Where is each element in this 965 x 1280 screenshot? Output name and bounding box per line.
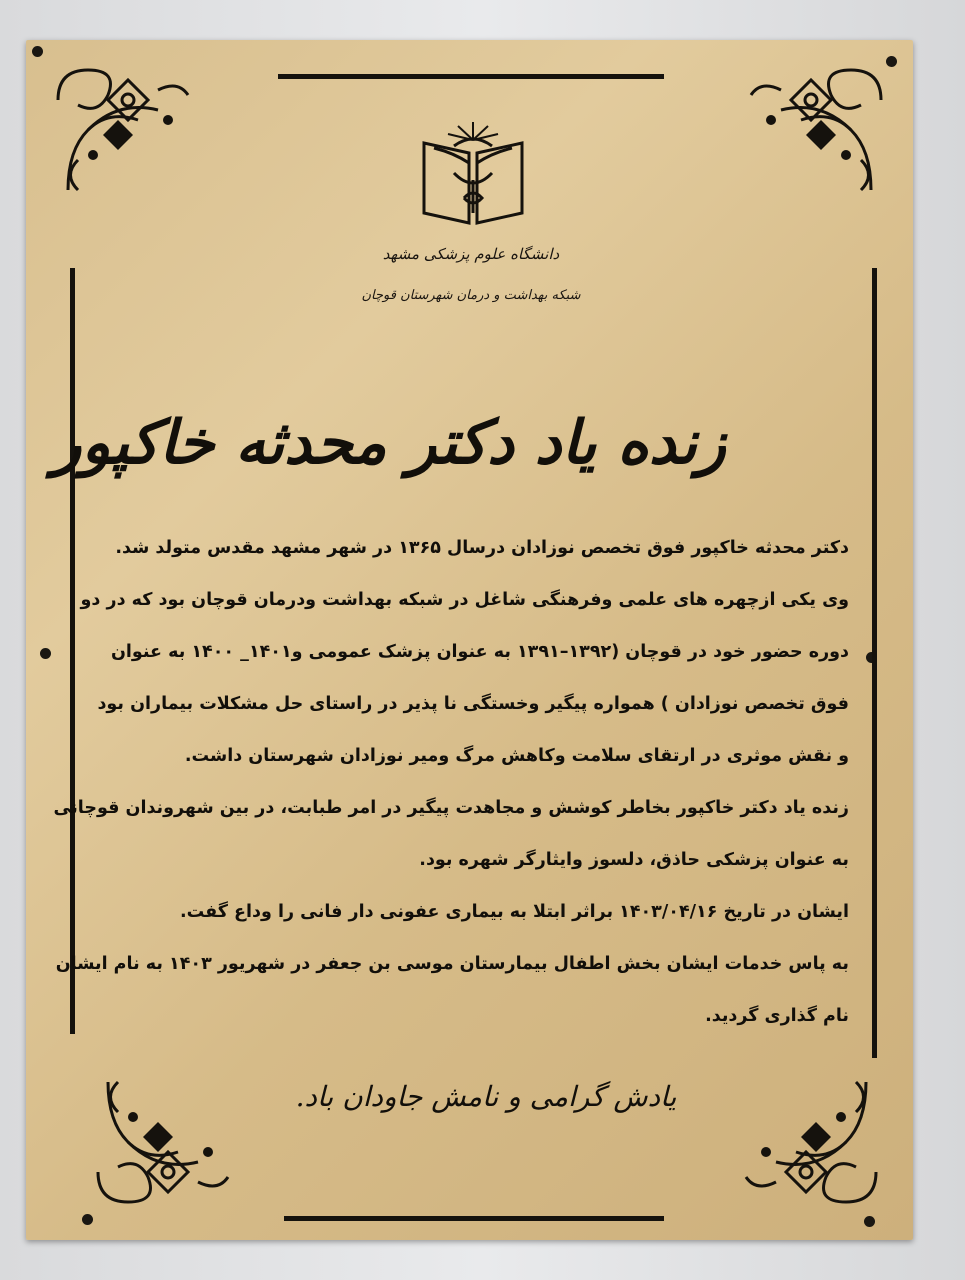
body-line: فوق تخصص نوزادان ) همواره پیگیر وخستگی نا پذیر در راستای حل مشکلات بیماران بود [97, 694, 849, 714]
left-rule [70, 268, 75, 1034]
top-rule [278, 74, 664, 79]
plaque-body [53, 522, 849, 1042]
body-line: دکتر محدثه خاکپور فوق تخصص نوزادان درسال ۱۳۶۵ در شهر مشهد مقدس متولد شد. [115, 538, 849, 558]
university-name: دانشگاه علوم پزشکی مشهد [382, 245, 560, 263]
health-network-name: شبکه بهداشت و درمان شهرستان قوچان [361, 288, 581, 303]
memorial-plaque [26, 40, 913, 1240]
body-line: ایشان در تاریخ ۱۴۰۳/۰۴/۱۶ براثر ابتلا به بیماری عفونی دار فانی را وداع گفت. [180, 902, 849, 922]
corner-ornament-icon [88, 1062, 238, 1212]
screw-icon [32, 46, 43, 57]
university-emblem-icon [414, 118, 532, 228]
body-line: وی یکی ازچهره های علمی وفرهنگی شاغل در شبکه بهداشت ودرمان قوچان بود که در دو [80, 590, 849, 610]
right-rule [872, 268, 877, 1058]
plaque-title: زنده یاد دکتر محدثه خاکپور [52, 408, 726, 478]
screw-icon [40, 648, 51, 659]
body-line: به پاس خدمات ایشان بخش اطفال بیمارستان موسی بن جعفر در شهریور ۱۴۰۳ به نام ایشان [55, 954, 849, 974]
plaque-footer: یادش گرامی و نامش جاودان باد. [295, 1080, 677, 1113]
body-line: و نقش موثری در ارتقای سلامت وکاهش مرگ ومیر نوزادان شهرستان داشت. [184, 746, 849, 766]
body-line: دوره حضور خود در قوچان (۱۳۹۲–۱۳۹۱ به عنوان پزشک عمومی و۱۴۰۱_ ۱۴۰۰ به عنوان [110, 642, 849, 662]
screw-icon [864, 1216, 875, 1227]
corner-ornament-icon [736, 1062, 886, 1212]
bottom-rule [284, 1216, 664, 1221]
corner-ornament-icon [48, 60, 198, 210]
screw-icon [82, 1214, 93, 1225]
body-line: نام گذاری گردید. [705, 1006, 849, 1026]
body-line: زنده یاد دکتر خاکپور بخاطر کوشش و مجاهدت پیگیر در امر طبابت، در بین شهروندان قوچانی [53, 798, 849, 818]
body-line: به عنوان پزشکی حاذق، دلسوز وایثارگر شهره بود. [419, 850, 849, 870]
corner-ornament-icon [741, 60, 891, 210]
